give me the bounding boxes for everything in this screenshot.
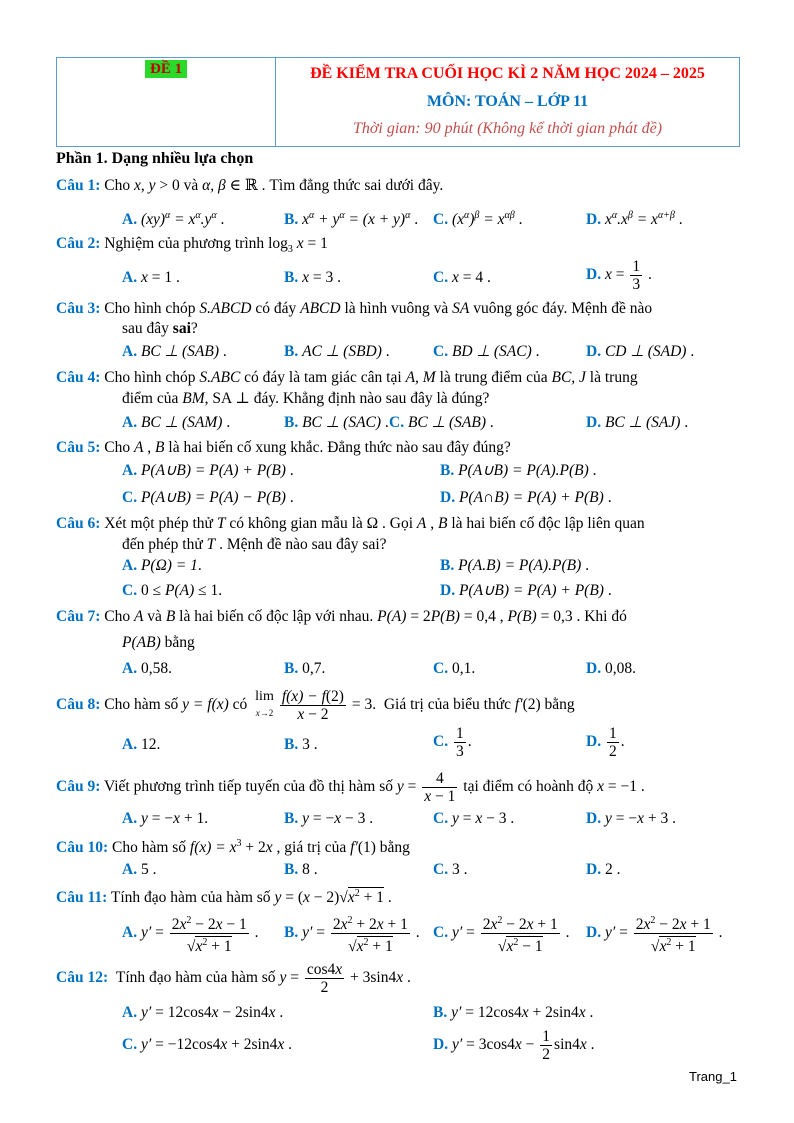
question-text: Cho A , B là hai biến cố xung khắc. Đẳng thức nào sau đây đúng? — [104, 439, 511, 456]
option-d[interactable] — [586, 659, 636, 679]
option-letter: C. — [433, 211, 449, 229]
option-d[interactable]: D. CD ⊥ (SAD) . — [586, 343, 695, 360]
question-label: Câu 8: — [56, 696, 101, 713]
option-letter: B. — [284, 269, 299, 286]
option-a[interactable]: A. $(xy)^\alpha = x^\alpha.y^\alpha$ . — [122, 210, 225, 229]
option-b[interactable] — [284, 735, 318, 755]
option-b[interactable]: B. x = 3 . — [284, 269, 341, 286]
option-c[interactable]: C. x = 4 . — [433, 269, 491, 286]
option-c[interactable] — [433, 659, 475, 679]
option-a[interactable] — [122, 659, 172, 679]
option-a[interactable]: A. P(A∪B) = P(A) + P(B) . — [122, 462, 294, 479]
option-letter: A. — [122, 557, 138, 574]
option-letter: A. — [122, 924, 138, 942]
question-label: Câu 6: — [56, 515, 101, 532]
option-letter: B. — [284, 924, 299, 942]
question-text: Tính đạo hàm của hàm số $y = (x - 2)√x^2 + 1$ . — [110, 888, 392, 907]
option-letter: A. — [122, 861, 138, 878]
exam-duration: Thời gian: 90 phút (Không kể thời gian phát đề) — [352, 120, 663, 137]
option-value: 5 . — [140, 861, 157, 878]
option-letter: A. — [122, 211, 138, 229]
option-letter: C. — [433, 733, 449, 751]
question-text: Cho A và B là hai biến cố độc lập với nhau. P(A) = 2P(B) = 0,4 , P(B) = 0,3 . Khi đó — [104, 608, 627, 625]
option-c[interactable]: C. y′ = $\frac{2x^2 - 2x + 1}{√x^2 - 1}$ . — [433, 912, 570, 955]
option-d[interactable]: D. y′ = $\frac{2x^2 - 2x + 1}{√x^2 + 1}$ . — [586, 912, 723, 955]
option-d[interactable] — [586, 860, 620, 880]
option-letter: D. — [586, 810, 602, 827]
option-letter: C. — [433, 810, 449, 827]
option-value: 3 . — [451, 861, 468, 878]
question-text: Xét một phép thử T có không gian mẫu là Ω . Gọi A , B là hai biến cố độc lập liên quan — [104, 515, 645, 532]
question-12 — [56, 958, 411, 998]
option-letter: D. — [586, 343, 602, 360]
question-11 — [56, 884, 392, 908]
question-4 — [56, 368, 638, 388]
option-c[interactable] — [433, 860, 467, 880]
option-letter: C. — [433, 924, 449, 942]
option-d[interactable]: D. P(A∪B) = P(A) + P(B) . — [440, 582, 612, 599]
option-d[interactable]: D. P(A∩B) = P(A) + P(B) . — [440, 489, 612, 506]
question-label: Câu 3: — [56, 300, 101, 317]
question-label: Câu 4: — [56, 369, 101, 386]
option-letter: D. — [586, 211, 602, 229]
question-6 — [56, 514, 645, 534]
question-7-cont: P(AB) bằng — [122, 634, 195, 651]
option-value: 0,08. — [604, 660, 636, 677]
option-d[interactable]: D. y = −x + 3 . — [586, 810, 676, 827]
option-letter: D. — [440, 489, 456, 506]
option-b[interactable] — [284, 860, 318, 880]
option-letter: C. — [122, 1036, 138, 1053]
option-d[interactable]: D. $x^\alpha.x^\beta = x^{\alpha+\beta}$ . — [586, 210, 683, 229]
option-value: 12. — [140, 736, 161, 753]
option-letter: B. — [284, 736, 299, 753]
option-value: 2 . — [604, 861, 621, 878]
option-b[interactable]: B. y′ = $\frac{2x^2 + 2x + 1}{√x^2 + 1}$ . — [284, 912, 420, 955]
option-letter: A. — [122, 660, 138, 677]
option-d[interactable]: D. x = $\frac{1}{3}$ . — [586, 258, 652, 293]
option-letter: B. — [284, 810, 299, 827]
option-letter: C. — [122, 489, 138, 506]
question-3-cont: sau đây sai? — [122, 320, 198, 337]
option-b[interactable]: B. BC ⊥ (SAC) . — [284, 414, 389, 431]
option-b[interactable]: B. $x^\alpha + y^\alpha = (x + y)^\alpha$ . — [284, 210, 419, 229]
option-d[interactable]: D. BC ⊥ (SAJ) . — [586, 414, 689, 431]
option-d[interactable]: D. $\frac{1}{2}$ . — [586, 725, 625, 760]
option-letter: D. — [586, 733, 602, 751]
option-letter: B. — [284, 343, 299, 360]
question-label: Câu 5: — [56, 439, 101, 456]
option-b[interactable]: B. P(A∪B) = P(A).P(B) . — [440, 462, 597, 479]
option-letter: B. — [284, 211, 299, 229]
option-letter: D. — [440, 582, 456, 599]
option-a[interactable]: A. x = 1 . — [122, 269, 180, 286]
option-letter: A. — [122, 269, 138, 286]
option-d[interactable]: D. y′ = 3cos4x − $\frac{1}{2}$ sin4x . — [433, 1028, 595, 1063]
option-c[interactable]: C. BC ⊥ (SAB) . — [389, 414, 494, 431]
option-letter: B. — [440, 557, 455, 574]
question-text: Tính đạo hàm của hàm số y = $\frac{\cos 4x}{2}$ + 3sin4x . — [111, 960, 411, 996]
question-label: Câu 1: — [56, 177, 101, 194]
option-a[interactable]: A. y′ = $\frac{2x^2 - 2x - 1}{√x^2 + 1}$ . — [122, 912, 259, 955]
question-4-cont: điểm của BM, SA ⊥ đáy. Khẳng định nào sau đây là đúng? — [122, 390, 490, 407]
option-b[interactable]: B. y = −x − 3 . — [284, 810, 374, 827]
option-c[interactable]: C. 0 ≤ P(A) ≤ 1. — [122, 582, 223, 599]
question-label: Câu 12: — [56, 969, 109, 986]
option-letter: B. — [284, 861, 299, 878]
question-text: Cho hàm số y = f(x) có lim x→2 $\frac{f(x) - f(2)}{x - 2}$ = 3. Giá trị của biểu thức f′(2) bằng — [104, 687, 575, 723]
option-letter: B. — [284, 414, 299, 431]
question-1 — [56, 176, 443, 196]
option-b[interactable]: B. y′ = 12cos4x + 2sin4x . — [433, 1004, 594, 1021]
question-6-cont: đến phép thử T . Mệnh đề nào sau đây sai? — [122, 536, 387, 553]
question-label: Câu 10: — [56, 839, 109, 857]
option-letter: D. — [433, 1036, 449, 1054]
option-letter: C. — [433, 343, 449, 360]
question-text: Cho hàm số $f(x) = x^3 + 2x$ , giá trị của f′(1) bằng — [111, 838, 410, 857]
option-letter: C. — [389, 414, 405, 431]
option-letter: A. — [122, 414, 138, 431]
question-label: Câu 2: — [56, 235, 101, 252]
option-c[interactable]: C. P(A∪B) = P(A) − P(B) . — [122, 489, 294, 506]
option-a[interactable]: A. P(Ω) = 1. — [122, 557, 202, 574]
exam-code: ĐỀ 1 — [145, 60, 187, 78]
section-title: Phần 1. Dạng nhiều lựa chọn — [56, 150, 254, 167]
option-c[interactable]: C. $(x^\alpha)^\beta = x^{\alpha\beta}$ . — [433, 210, 523, 229]
option-letter: B. — [440, 462, 455, 479]
option-value: 0,1. — [451, 660, 476, 677]
question-text: Cho hình chóp S.ABC có đáy là tam giác cân tại A, M là trung điểm của BC, J là trung — [104, 369, 638, 386]
question-8 — [56, 685, 575, 725]
question-2 — [56, 234, 328, 260]
option-c[interactable]: C. $\frac{1}{3}$ . — [433, 725, 472, 760]
option-value: 0,58. — [140, 660, 172, 677]
option-value: 0,7. — [302, 660, 326, 677]
question-5 — [56, 438, 511, 458]
option-c[interactable]: C. BD ⊥ (SAC) . — [433, 343, 540, 360]
page-number: Trang_1 — [689, 1069, 737, 1084]
option-b[interactable]: B. P(A.B) = P(A).P(B) . — [440, 557, 590, 574]
option-c[interactable]: C. y = x − 3 . — [433, 810, 515, 827]
exam-code-cell — [57, 58, 276, 146]
option-c[interactable]: C. y′ = −12cos4x + 2sin4x . — [122, 1036, 293, 1053]
option-value: 8 . — [302, 861, 318, 878]
option-a[interactable] — [122, 735, 160, 755]
question-9 — [56, 767, 645, 807]
exam-info-cell — [276, 58, 739, 146]
question-10 — [56, 834, 410, 858]
option-a[interactable]: A. BC ⊥ (SAM) . — [122, 414, 231, 431]
option-letter: B. — [284, 660, 299, 677]
option-letter: A. — [122, 1004, 138, 1021]
option-letter: C. — [433, 660, 449, 677]
exam-subject: MÔN: TOÁN – LỚP 11 — [426, 93, 589, 110]
option-letter: A. — [122, 810, 138, 827]
option-letter: C. — [433, 861, 449, 878]
option-letter: D. — [586, 924, 602, 942]
question-text: Viết phương trình tiếp tuyến của đồ thị hàm số y = $\frac{4}{x - 1}$ tại điểm có hoành độ x = −1 . — [103, 769, 645, 805]
option-a[interactable]: A. y = −x + 1. — [122, 810, 209, 827]
option-a[interactable]: A. y′ = 12cos4x − 2sin4x . — [122, 1004, 284, 1021]
option-a[interactable] — [122, 860, 156, 880]
option-letter: D. — [586, 660, 602, 677]
option-letter: C. — [433, 269, 449, 286]
exam-header — [56, 57, 740, 147]
option-b[interactable]: B. AC ⊥ (SBD) . — [284, 343, 390, 360]
question-7 — [56, 607, 627, 627]
option-letter: D. — [586, 414, 602, 431]
question-3 — [56, 299, 652, 319]
option-value: 3 . — [302, 736, 318, 753]
option-letter: A. — [122, 343, 138, 360]
question-text: Cho x, y > 0 và α, β ∈ ℝ . Tìm đẳng thức sai dưới đây. — [104, 177, 444, 194]
option-letter: A. — [122, 462, 138, 479]
option-a[interactable]: A. BC ⊥ (SAB) . — [122, 343, 227, 360]
option-letter: C. — [122, 582, 138, 599]
question-text: Cho hình chóp S.ABCD có đáy ABCD là hình vuông và SA vuông góc đáy. Mệnh đề nào — [104, 300, 653, 317]
option-b[interactable] — [284, 659, 325, 679]
option-letter: B. — [433, 1004, 448, 1021]
question-label: Câu 9: — [56, 778, 101, 795]
question-label: Câu 11: — [56, 889, 108, 907]
option-letter: D. — [586, 861, 602, 878]
question-label: Câu 7: — [56, 608, 101, 625]
option-letter: D. — [586, 266, 602, 284]
option-letter: A. — [122, 736, 138, 753]
question-text: Nghiệm của phương trình $\log_3 x = 1$ — [104, 235, 328, 256]
exam-title: ĐỀ KIỂM TRA CUỐI HỌC KÌ 2 NĂM HỌC 2024 – 2025 — [310, 65, 705, 82]
